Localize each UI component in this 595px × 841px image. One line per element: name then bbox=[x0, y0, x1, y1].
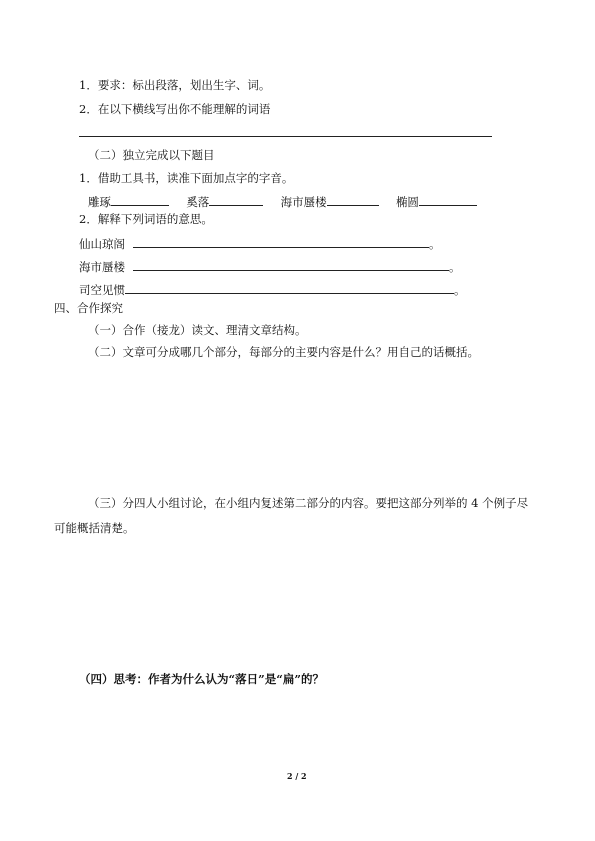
define-term-1: 仙山琼阁 bbox=[79, 237, 125, 251]
word-3: 海市蜃楼 bbox=[280, 195, 327, 209]
answer-line bbox=[79, 136, 492, 137]
define-line-3[interactable] bbox=[125, 282, 454, 294]
word-1: 雕琢 bbox=[88, 195, 111, 209]
end-mark-3: 。 bbox=[454, 283, 466, 297]
define-row-2 bbox=[79, 259, 461, 274]
item-2: 2．在以下横线写出你不能理解的词语 bbox=[79, 102, 271, 116]
question-1: 1．借助工具书，读准下面加点字的字音。 bbox=[79, 171, 294, 185]
define-row-3 bbox=[79, 282, 466, 297]
word-4: 椭圆 bbox=[395, 195, 419, 209]
end-mark-1: 。 bbox=[429, 237, 441, 251]
question-2: 2．解释下列词语的意思。 bbox=[79, 212, 213, 226]
blank-1[interactable] bbox=[111, 194, 169, 206]
blank-4[interactable] bbox=[419, 194, 477, 206]
task-1: （一）合作（接龙）读文、理清文章结构。 bbox=[88, 323, 307, 337]
task-4: （四）思考：作者为什么认为“落日”是“扁”的？ bbox=[79, 672, 324, 686]
define-line-2[interactable] bbox=[133, 259, 449, 271]
word-2: 奚落 bbox=[186, 195, 210, 209]
task-2: （二）文章可分成哪几个部分，每部分的主要内容是什么？用自己的话概括。 bbox=[88, 345, 479, 359]
section-four-heading: 四、合作探究 bbox=[54, 301, 123, 315]
end-mark-2: 。 bbox=[449, 260, 461, 274]
section-two-heading: （二）独立完成以下题目 bbox=[88, 148, 215, 162]
page-number: 2 / 2 bbox=[287, 771, 307, 781]
blank-3[interactable] bbox=[327, 194, 379, 206]
pronunciation-row bbox=[88, 194, 477, 209]
define-row-1 bbox=[79, 236, 441, 251]
blank-2[interactable] bbox=[209, 194, 263, 206]
define-term-3: 司空见惯 bbox=[79, 283, 125, 297]
define-line-1[interactable] bbox=[133, 236, 429, 248]
task-3-line-2: 可能概括清楚。 bbox=[54, 521, 135, 535]
item-1: 1．要求：标出段落，划出生字、词。 bbox=[79, 78, 271, 92]
task-3-line-1: （三）分四人小组讨论，在小组内复述第二部分的内容。要把这部分列举的 4 个例子尽 bbox=[88, 496, 529, 510]
define-term-2: 海市蜃楼 bbox=[79, 260, 125, 274]
